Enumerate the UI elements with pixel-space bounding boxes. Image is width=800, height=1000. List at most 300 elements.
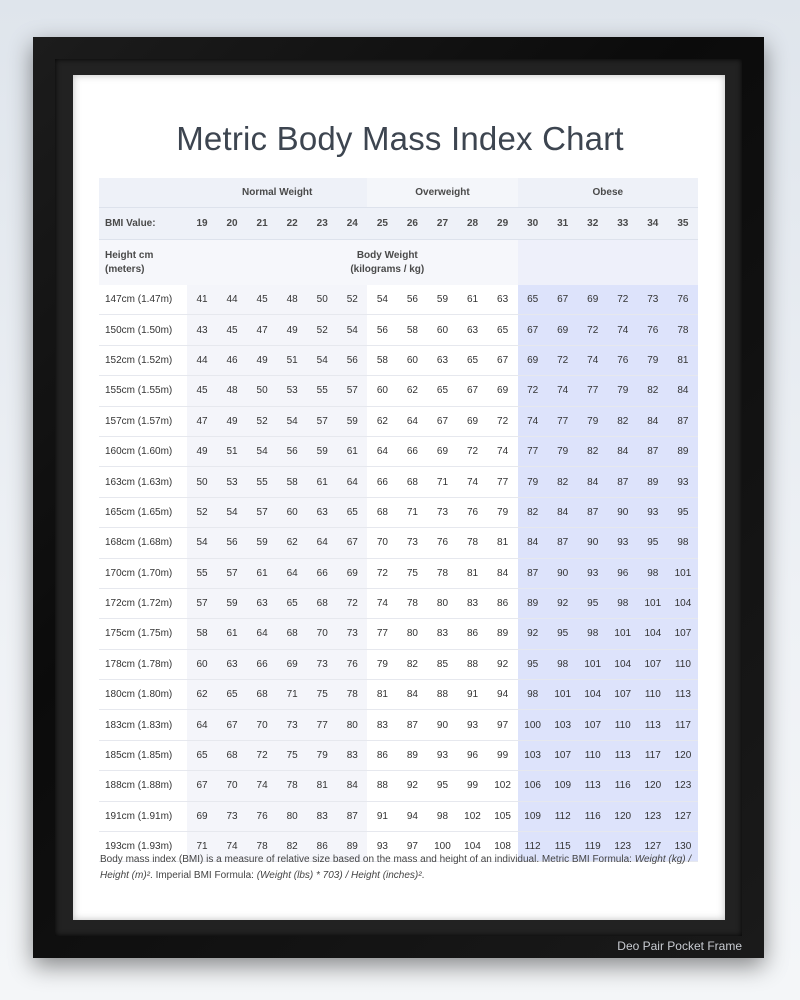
- weight-cell: 90: [427, 710, 457, 740]
- weight-cell: 93: [668, 467, 698, 497]
- weight-cell: 45: [247, 285, 277, 315]
- weight-cell: 99: [488, 740, 518, 770]
- weight-cell: 98: [638, 558, 668, 588]
- weight-cell: 117: [638, 740, 668, 770]
- table-row: [99, 436, 698, 466]
- weight-cell: 67: [187, 771, 217, 801]
- weight-cell: 82: [608, 406, 638, 436]
- weight-cell: 72: [548, 345, 578, 375]
- weight-cell: 83: [307, 801, 337, 831]
- footnote-text-1: Body mass index (BMI) is a measure of relative size based on the mass and height of an individual. Metric BMI Formula:: [100, 854, 635, 865]
- weight-cell: 83: [458, 588, 488, 618]
- weight-cell: 96: [458, 740, 488, 770]
- weight-cell: 77: [548, 406, 578, 436]
- weight-cell: 52: [307, 315, 337, 345]
- weight-cell: 44: [187, 345, 217, 375]
- weight-cell: 62: [277, 528, 307, 558]
- weight-cell: 97: [488, 710, 518, 740]
- weight-cell: 53: [217, 467, 247, 497]
- weight-cell: 81: [488, 528, 518, 558]
- bmi-value-cell: 27: [427, 208, 457, 240]
- weight-cell: 86: [307, 832, 337, 862]
- weight-cell: 75: [277, 740, 307, 770]
- weight-cell: 113: [668, 680, 698, 710]
- weight-cell: 89: [638, 467, 668, 497]
- bmi-value-cell: 25: [367, 208, 397, 240]
- weight-cell: 98: [608, 588, 638, 618]
- height-cell: 157cm (1.57m): [99, 406, 187, 436]
- weight-cell: 116: [608, 771, 638, 801]
- footnote: [100, 852, 700, 884]
- weight-cell: 89: [337, 832, 367, 862]
- weight-cell: 87: [518, 558, 548, 588]
- weight-cell: 72: [518, 376, 548, 406]
- weight-cell: 87: [668, 406, 698, 436]
- weight-cell: 52: [337, 285, 367, 315]
- bmi-value-cell: 24: [337, 208, 367, 240]
- weight-cell: 74: [578, 345, 608, 375]
- weight-cell: 74: [488, 436, 518, 466]
- weight-cell: 64: [277, 558, 307, 588]
- weight-cell: 112: [548, 801, 578, 831]
- weight-cell: 115: [548, 832, 578, 862]
- weight-cell: 88: [427, 680, 457, 710]
- weight-cell: 69: [458, 406, 488, 436]
- weight-cell: 95: [578, 588, 608, 618]
- weight-cell: 62: [367, 406, 397, 436]
- table-row: [99, 528, 698, 558]
- weight-cell: 103: [518, 740, 548, 770]
- weight-cell: 41: [187, 285, 217, 315]
- weight-cell: 110: [668, 649, 698, 679]
- weight-cell: 83: [427, 619, 457, 649]
- weight-cell: 74: [247, 771, 277, 801]
- table-row: [99, 680, 698, 710]
- weight-cell: 91: [367, 801, 397, 831]
- weight-cell: 51: [277, 345, 307, 375]
- weight-cell: 63: [488, 285, 518, 315]
- weight-cell: 78: [247, 832, 277, 862]
- weight-cell: 70: [247, 710, 277, 740]
- weight-cell: 63: [458, 315, 488, 345]
- bmi-value-cell: 30: [518, 208, 548, 240]
- weight-cell: 77: [307, 710, 337, 740]
- weight-cell: 93: [638, 497, 668, 527]
- weight-cell: 64: [307, 528, 337, 558]
- bmi-value-cell: 26: [397, 208, 427, 240]
- weight-cell: 54: [187, 528, 217, 558]
- bmi-value-cell: 19: [187, 208, 217, 240]
- height-cell: 188cm (1.88m): [99, 771, 187, 801]
- weight-cell: 92: [548, 588, 578, 618]
- weight-cell: 78: [397, 588, 427, 618]
- weight-cell: 116: [578, 801, 608, 831]
- weight-cell: 77: [367, 619, 397, 649]
- bmi-value-cell: 34: [638, 208, 668, 240]
- weight-cell: 49: [247, 345, 277, 375]
- weight-cell: 54: [367, 285, 397, 315]
- header-row: [99, 240, 698, 286]
- weight-cell: 84: [608, 436, 638, 466]
- weight-cell: 61: [337, 436, 367, 466]
- bmi-value-row: [99, 208, 698, 240]
- weight-cell: 104: [638, 619, 668, 649]
- weight-cell: 91: [458, 680, 488, 710]
- imperial-formula: (Weight (lbs) * 703) / Height (inches)²: [256, 870, 422, 881]
- weight-cell: 56: [337, 345, 367, 375]
- weight-cell: 80: [337, 710, 367, 740]
- weight-cell: 61: [307, 467, 337, 497]
- weight-cell: 74: [548, 376, 578, 406]
- weight-cell: 84: [638, 406, 668, 436]
- weight-cell: 92: [488, 649, 518, 679]
- weight-cell: 69: [548, 315, 578, 345]
- weight-cell: 84: [548, 497, 578, 527]
- weight-cell: 89: [488, 619, 518, 649]
- weight-cell: 86: [458, 619, 488, 649]
- table-row: [99, 619, 698, 649]
- weight-cell: 67: [337, 528, 367, 558]
- weight-cell: 78: [668, 315, 698, 345]
- weight-cell: 113: [578, 771, 608, 801]
- weight-cell: 74: [458, 467, 488, 497]
- weight-cell: 66: [247, 649, 277, 679]
- weight-cell: 55: [247, 467, 277, 497]
- weight-cell: 76: [458, 497, 488, 527]
- weight-cell: 81: [458, 558, 488, 588]
- weight-cell: 61: [217, 619, 247, 649]
- weight-cell: 74: [518, 406, 548, 436]
- height-cell: 168cm (1.68m): [99, 528, 187, 558]
- weight-cell: 71: [397, 497, 427, 527]
- bmi-value-cell: 33: [608, 208, 638, 240]
- weight-cell: 87: [548, 528, 578, 558]
- weight-cell: 66: [307, 558, 337, 588]
- height-cell: 150cm (1.50m): [99, 315, 187, 345]
- weight-cell: 65: [187, 740, 217, 770]
- weight-cell: 93: [578, 558, 608, 588]
- weight-cell: 90: [608, 497, 638, 527]
- weight-cell: 43: [187, 315, 217, 345]
- weight-cell: 63: [217, 649, 247, 679]
- weight-cell: 104: [668, 588, 698, 618]
- weight-cell: 87: [638, 436, 668, 466]
- weight-cell: 76: [668, 285, 698, 315]
- weight-cell: 70: [217, 771, 247, 801]
- weight-cell: 58: [187, 619, 217, 649]
- bmi-value-cell: 31: [548, 208, 578, 240]
- weight-cell: 106: [518, 771, 548, 801]
- weight-cell: 49: [187, 436, 217, 466]
- weight-cell: 83: [367, 710, 397, 740]
- body-weight-header: [187, 240, 518, 286]
- weight-cell: 59: [217, 588, 247, 618]
- weight-cell: 102: [458, 801, 488, 831]
- height-cell: 193cm (1.93m): [99, 832, 187, 862]
- weight-cell: 54: [307, 345, 337, 375]
- bmi-value-cell: 20: [217, 208, 247, 240]
- weight-cell: 51: [217, 436, 247, 466]
- weight-cell: 123: [668, 771, 698, 801]
- bmi-value-cell: 29: [488, 208, 518, 240]
- weight-cell: 63: [247, 588, 277, 618]
- weight-cell: 56: [397, 285, 427, 315]
- weight-cell: 96: [608, 558, 638, 588]
- height-header-line2: (meters): [105, 263, 145, 275]
- weight-cell: 74: [608, 315, 638, 345]
- weight-cell: 59: [337, 406, 367, 436]
- weight-cell: 62: [187, 680, 217, 710]
- height-cell: 163cm (1.63m): [99, 467, 187, 497]
- weight-cell: 81: [307, 771, 337, 801]
- weight-cell: 120: [668, 740, 698, 770]
- weight-cell: 119: [578, 832, 608, 862]
- weight-cell: 62: [397, 376, 427, 406]
- weight-cell: 98: [427, 801, 457, 831]
- weight-cell: 77: [518, 436, 548, 466]
- weight-cell: 123: [608, 832, 638, 862]
- weight-cell: 52: [247, 406, 277, 436]
- weight-cell: 75: [397, 558, 427, 588]
- weight-cell: 64: [247, 619, 277, 649]
- weight-cell: 74: [217, 832, 247, 862]
- weight-cell: 110: [608, 710, 638, 740]
- weight-cell: 70: [367, 528, 397, 558]
- weight-cell: 99: [458, 771, 488, 801]
- weight-cell: 95: [427, 771, 457, 801]
- table-row: [99, 710, 698, 740]
- weight-cell: 107: [668, 619, 698, 649]
- weight-cell: 68: [307, 588, 337, 618]
- weight-cell: 74: [367, 588, 397, 618]
- weight-cell: 110: [638, 680, 668, 710]
- weight-cell: 123: [638, 801, 668, 831]
- weight-cell: 49: [277, 315, 307, 345]
- weight-cell: 65: [217, 680, 247, 710]
- weight-cell: 98: [548, 649, 578, 679]
- weight-cell: 73: [397, 528, 427, 558]
- weight-cell: 64: [187, 710, 217, 740]
- weight-cell: 105: [488, 801, 518, 831]
- weight-cell: 64: [397, 406, 427, 436]
- bmi-value-cell: 28: [458, 208, 488, 240]
- weight-cell: 78: [277, 771, 307, 801]
- weight-cell: 54: [217, 497, 247, 527]
- weight-cell: 64: [337, 467, 367, 497]
- weight-cell: 60: [397, 345, 427, 375]
- weight-cell: 98: [668, 528, 698, 558]
- weight-cell: 57: [217, 558, 247, 588]
- category-row: [99, 178, 698, 208]
- table-row: [99, 406, 698, 436]
- weight-cell: 47: [187, 406, 217, 436]
- weight-cell: 60: [367, 376, 397, 406]
- weight-cell: 60: [427, 315, 457, 345]
- weight-cell: 72: [247, 740, 277, 770]
- obese-header-spacer: [518, 240, 698, 286]
- table-row: [99, 497, 698, 527]
- weight-cell: 73: [638, 285, 668, 315]
- weight-cell: 95: [638, 528, 668, 558]
- weight-cell: 63: [427, 345, 457, 375]
- weight-cell: 101: [578, 649, 608, 679]
- weight-cell: 86: [367, 740, 397, 770]
- weight-cell: 68: [397, 467, 427, 497]
- weight-cell: 95: [518, 649, 548, 679]
- height-cell: 185cm (1.85m): [99, 740, 187, 770]
- weight-cell: 89: [518, 588, 548, 618]
- weight-cell: 66: [367, 467, 397, 497]
- weight-cell: 88: [367, 771, 397, 801]
- weight-cell: 59: [247, 528, 277, 558]
- weight-cell: 78: [337, 680, 367, 710]
- weight-cell: 88: [458, 649, 488, 679]
- weight-cell: 89: [397, 740, 427, 770]
- weight-cell: 50: [247, 376, 277, 406]
- weight-cell: 67: [458, 376, 488, 406]
- height-cell: 155cm (1.55m): [99, 376, 187, 406]
- weight-cell: 81: [668, 345, 698, 375]
- weight-cell: 50: [187, 467, 217, 497]
- page-title: Metric Body Mass Index Chart: [176, 120, 624, 157]
- weight-cell: 98: [578, 619, 608, 649]
- table-row: [99, 558, 698, 588]
- weight-cell: 73: [307, 649, 337, 679]
- weight-cell: 85: [427, 649, 457, 679]
- table-row: [99, 345, 698, 375]
- weight-cell: 72: [367, 558, 397, 588]
- weight-cell: 76: [608, 345, 638, 375]
- weight-cell: 49: [217, 406, 247, 436]
- height-cell: 191cm (1.91m): [99, 801, 187, 831]
- weight-cell: 83: [337, 740, 367, 770]
- category-normal: Normal Weight: [187, 178, 367, 208]
- weight-cell: 92: [518, 619, 548, 649]
- weight-cell: 84: [578, 467, 608, 497]
- weight-cell: 57: [247, 497, 277, 527]
- weight-cell: 59: [427, 285, 457, 315]
- height-header: [99, 240, 187, 286]
- weight-cell: 68: [277, 619, 307, 649]
- weight-cell: 101: [668, 558, 698, 588]
- weight-cell: 69: [187, 801, 217, 831]
- weight-cell: 67: [488, 345, 518, 375]
- weight-cell: 68: [217, 740, 247, 770]
- weight-cell: 48: [217, 376, 247, 406]
- weight-cell: 76: [427, 528, 457, 558]
- weight-cell: 95: [668, 497, 698, 527]
- weight-cell: 87: [337, 801, 367, 831]
- weight-cell: 92: [397, 771, 427, 801]
- weight-cell: 101: [548, 680, 578, 710]
- weight-cell: 66: [397, 436, 427, 466]
- weight-cell: 60: [277, 497, 307, 527]
- weight-cell: 104: [608, 649, 638, 679]
- weight-cell: 87: [578, 497, 608, 527]
- weight-cell: 73: [427, 497, 457, 527]
- bmi-value-label: BMI Value:: [99, 208, 187, 240]
- height-cell: 183cm (1.83m): [99, 710, 187, 740]
- weight-cell: 76: [337, 649, 367, 679]
- weight-cell: 72: [458, 436, 488, 466]
- weight-cell: 80: [397, 619, 427, 649]
- weight-cell: 72: [608, 285, 638, 315]
- weight-cell: 63: [307, 497, 337, 527]
- weight-cell: 120: [608, 801, 638, 831]
- weight-cell: 70: [307, 619, 337, 649]
- weight-cell: 69: [518, 345, 548, 375]
- height-cell: 170cm (1.70m): [99, 558, 187, 588]
- table-row: [99, 801, 698, 831]
- category-overweight: Overweight: [367, 178, 517, 208]
- weight-cell: 71: [277, 680, 307, 710]
- metric-formula: Weight (kg) / Height (m)²: [100, 854, 692, 881]
- weight-cell: 80: [277, 801, 307, 831]
- bmi-value-cell: 32: [578, 208, 608, 240]
- weight-cell: 84: [397, 680, 427, 710]
- weight-cell: 94: [397, 801, 427, 831]
- weight-cell: 54: [337, 315, 367, 345]
- height-cell: 178cm (1.78m): [99, 649, 187, 679]
- weight-cell: 69: [578, 285, 608, 315]
- weight-cell: 53: [277, 376, 307, 406]
- table-row: [99, 467, 698, 497]
- weight-cell: 73: [337, 619, 367, 649]
- weight-cell: 101: [638, 588, 668, 618]
- weight-cell: 55: [187, 558, 217, 588]
- weight-cell: 48: [277, 285, 307, 315]
- weight-cell: 113: [638, 710, 668, 740]
- weight-cell: 98: [518, 680, 548, 710]
- weight-cell: 67: [427, 406, 457, 436]
- table-row: [99, 285, 698, 315]
- weight-cell: 79: [608, 376, 638, 406]
- weight-cell: 47: [247, 315, 277, 345]
- weight-cell: 120: [638, 771, 668, 801]
- weight-cell: 58: [277, 467, 307, 497]
- weight-cell: 65: [518, 285, 548, 315]
- category-spacer: [99, 178, 187, 208]
- height-cell: 180cm (1.80m): [99, 680, 187, 710]
- weight-cell: 117: [668, 710, 698, 740]
- bmi-value-cell: 21: [247, 208, 277, 240]
- weight-cell: 65: [427, 376, 457, 406]
- weight-cell: 72: [488, 406, 518, 436]
- weight-cell: 93: [427, 740, 457, 770]
- footnote-text-2: . Imperial BMI Formula:: [150, 870, 257, 881]
- weight-cell: 90: [578, 528, 608, 558]
- weight-cell: 82: [518, 497, 548, 527]
- weight-cell: 89: [668, 436, 698, 466]
- weight-cell: 76: [247, 801, 277, 831]
- weight-cell: 84: [488, 558, 518, 588]
- weight-cell: 58: [397, 315, 427, 345]
- weight-cell: 103: [548, 710, 578, 740]
- weight-cell: 107: [638, 649, 668, 679]
- weight-cell: 90: [548, 558, 578, 588]
- weight-cell: 82: [638, 376, 668, 406]
- table-row: [99, 315, 698, 345]
- weight-cell: 75: [307, 680, 337, 710]
- weight-cell: 46: [217, 345, 247, 375]
- weight-cell: 82: [578, 436, 608, 466]
- weight-cell: 95: [548, 619, 578, 649]
- weight-cell: 61: [458, 285, 488, 315]
- weight-cell: 94: [488, 680, 518, 710]
- category-obese: Obese: [518, 178, 698, 208]
- weight-cell: 45: [217, 315, 247, 345]
- weight-cell: 69: [488, 376, 518, 406]
